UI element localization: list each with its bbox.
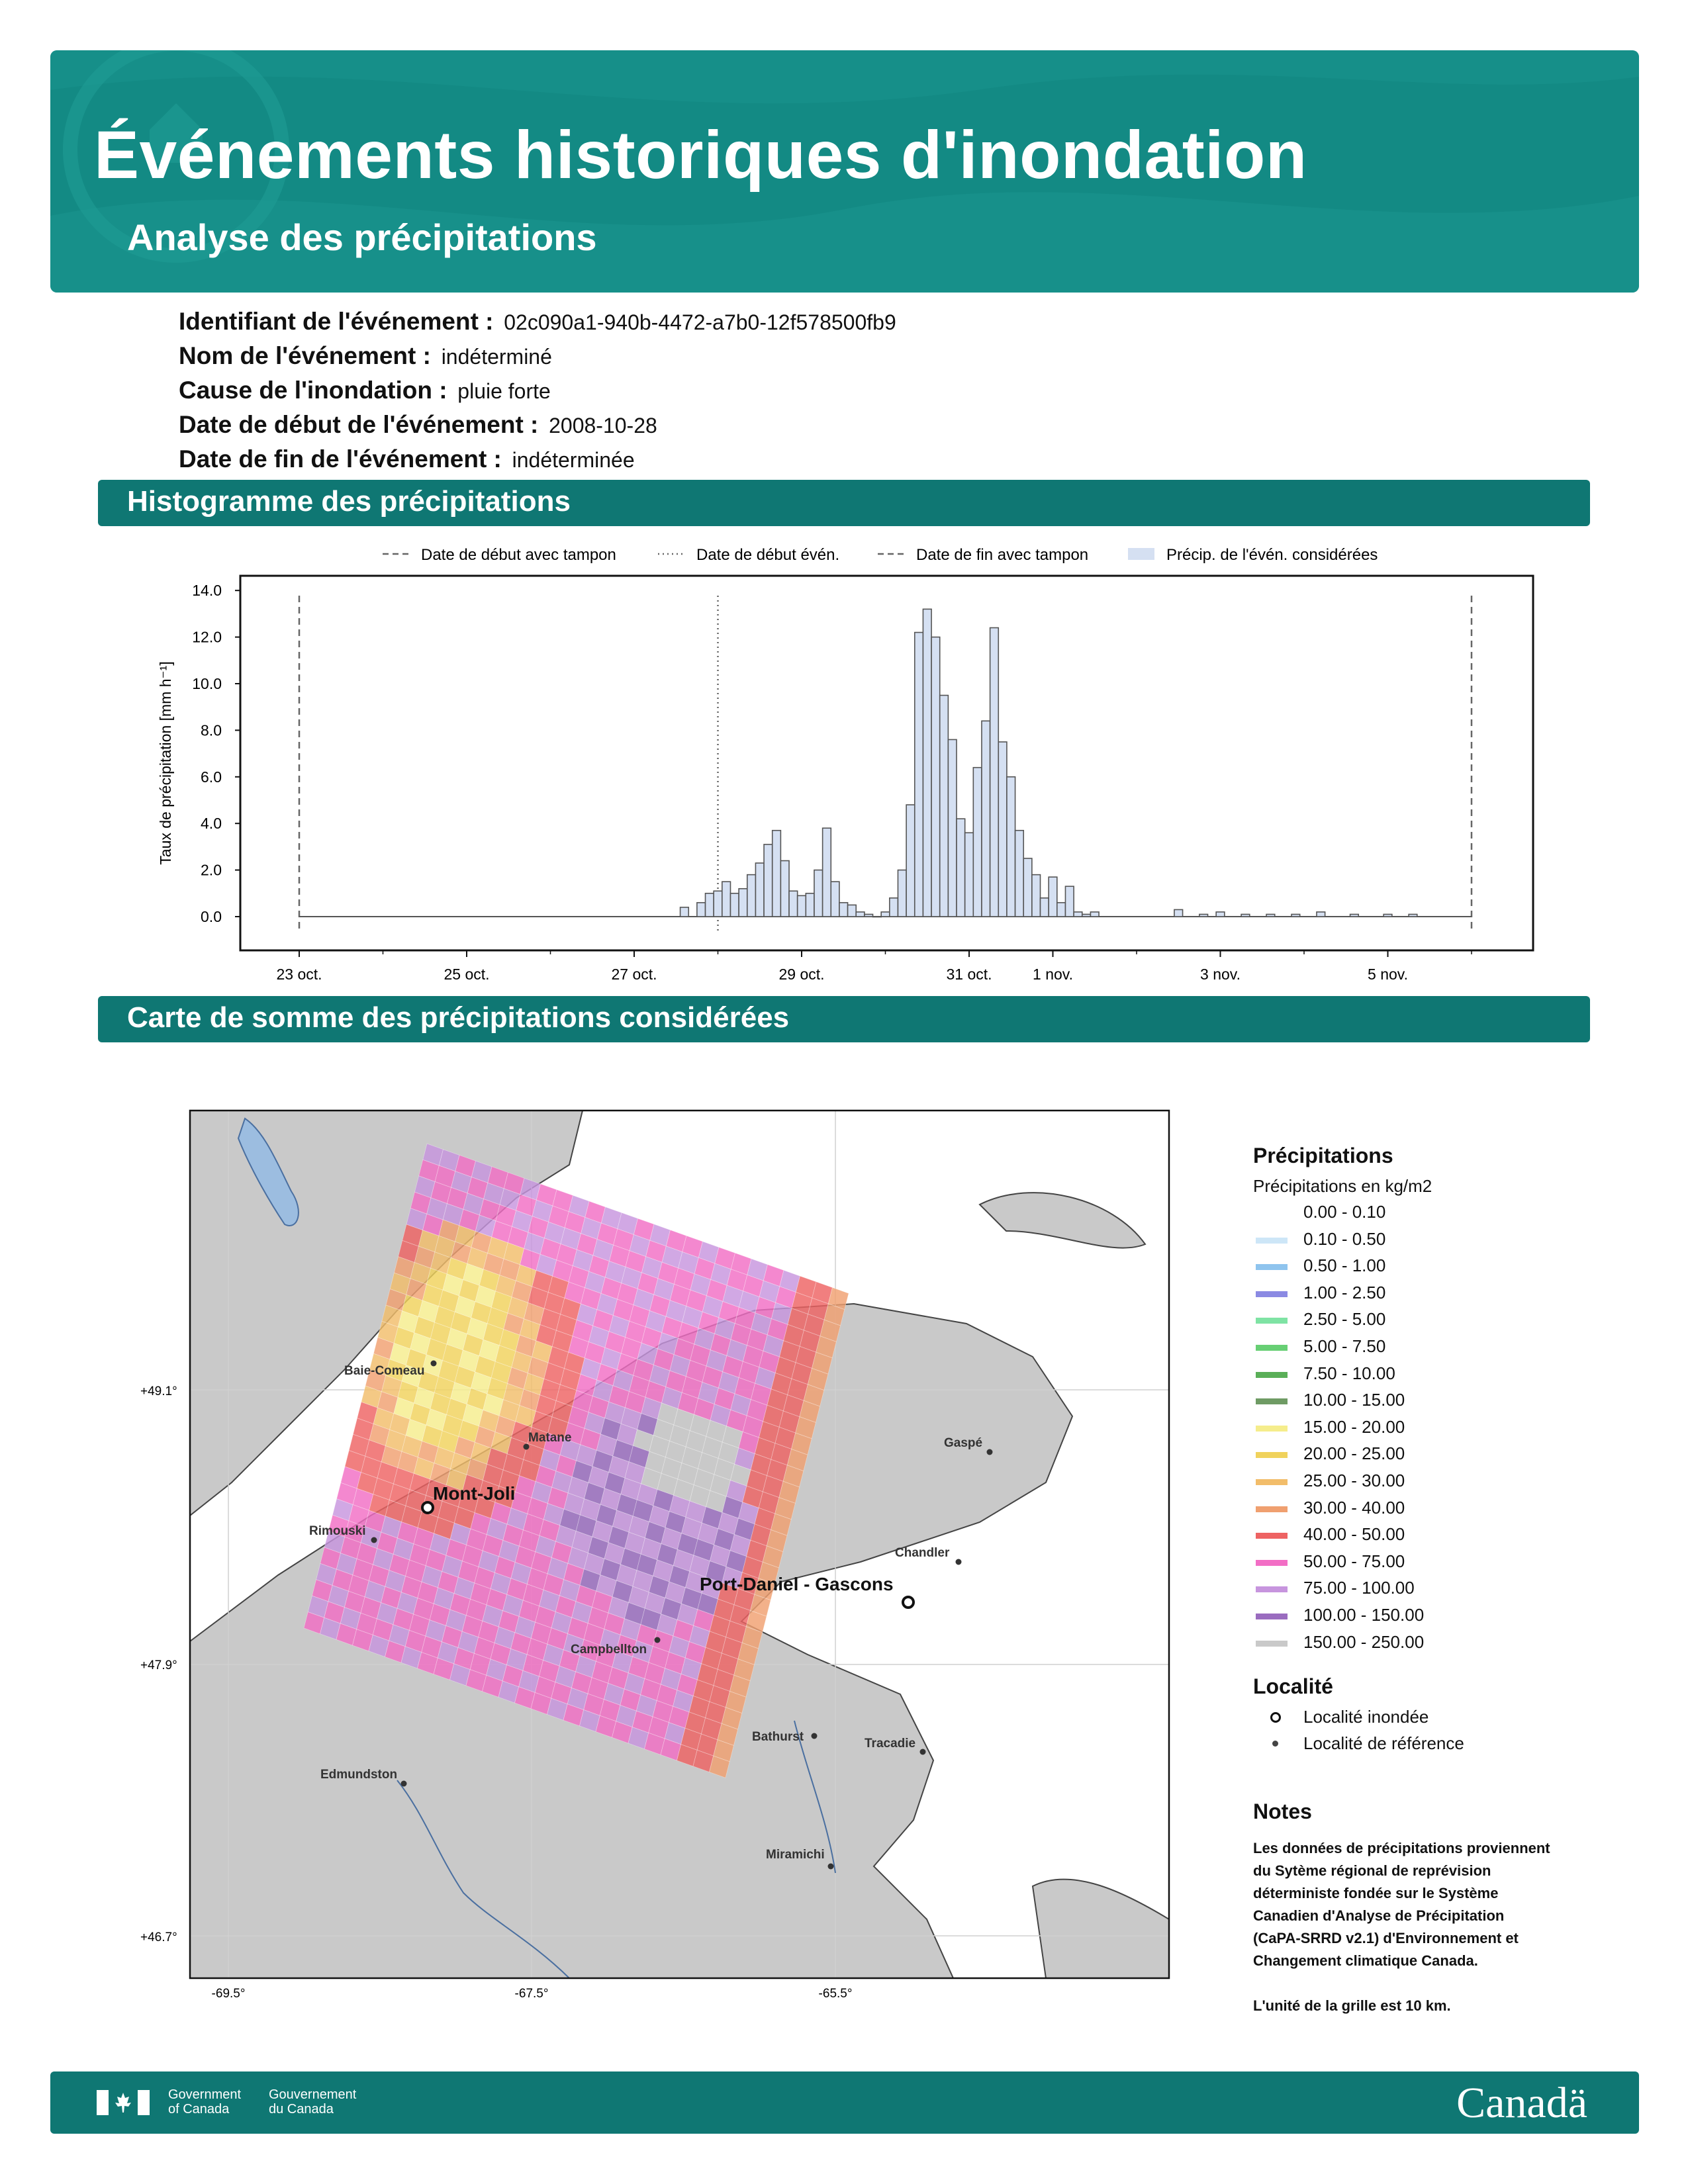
x-tick-label: 3 nov.	[1200, 966, 1241, 983]
precip-bar	[1007, 777, 1015, 917]
label-rimouski: Rimouski	[309, 1524, 366, 1538]
legend-bin-row	[1253, 1308, 1597, 1335]
y-tick-label: 0.0	[201, 908, 222, 925]
legend-bin-label: 30.00 - 40.00	[1303, 1497, 1405, 1518]
legend-bin-row	[1253, 1335, 1597, 1362]
legend-bin-swatch	[1256, 1479, 1288, 1485]
precip-bar	[915, 633, 923, 917]
map-legend	[1253, 1144, 1597, 2017]
precip-bar	[839, 903, 848, 917]
precip-bar	[973, 768, 982, 917]
precip-bar	[764, 844, 773, 917]
notes-line: Les données de précipitations proviennent	[1253, 1840, 1550, 1857]
event-cause-label: Cause de l'inondation :	[179, 377, 447, 404]
precip-bar	[1057, 903, 1066, 917]
lat-label-1: +49.1°	[140, 1385, 177, 1398]
label-miramichi: Miramichi	[766, 1848, 825, 1862]
precip-bar	[1291, 914, 1300, 917]
event-name-label: Nom de l'événement :	[179, 342, 431, 369]
precip-bar	[798, 895, 806, 917]
reference-marker-icon	[1272, 1741, 1278, 1747]
legend-bin-label: 75.00 - 100.00	[1303, 1578, 1415, 1598]
legend-bin-label: 5.00 - 7.50	[1303, 1336, 1386, 1356]
legend-bin-row	[1253, 1523, 1597, 1550]
legend-bin-swatch	[1256, 1614, 1288, 1619]
event-id-label: Identifiant de l'événement :	[179, 308, 494, 335]
precip-bar	[1241, 914, 1250, 917]
event-id-row	[179, 304, 896, 339]
legend-buffer-end-label: Date de fin avec tampon	[916, 546, 1089, 564]
precip-bar	[780, 861, 789, 917]
event-start-row	[179, 408, 896, 442]
legend-bin-label: 0.50 - 1.00	[1303, 1255, 1386, 1276]
gov-en-line: of Canada	[168, 2102, 230, 2116]
event-end-label: Date de fin de l'événement :	[179, 445, 502, 473]
legend-bin-swatch	[1256, 1291, 1288, 1297]
legend-bin-label: 0.00 - 0.10	[1303, 1202, 1386, 1222]
precip-bar	[906, 805, 915, 917]
y-axis-label: Taux de précipitation [mm h⁻¹]	[157, 661, 174, 865]
section-histogram-title: Histogramme des précipitations	[127, 485, 571, 518]
precip-bar	[1350, 914, 1359, 917]
event-name-value: indéterminé	[441, 345, 552, 369]
label-gaspe: Gaspé	[944, 1436, 983, 1450]
lon-label-3: -65.5°	[818, 1987, 853, 1999]
legend-bin-label: 100.00 - 150.00	[1303, 1604, 1425, 1625]
y-tick-label: 14.0	[192, 582, 222, 600]
precip-bar	[856, 912, 865, 917]
x-tick-label: 29 oct.	[778, 966, 825, 983]
precip-bar	[1266, 914, 1275, 917]
precip-bar	[1199, 914, 1208, 917]
precip-bar	[814, 870, 823, 917]
legend-bin-swatch	[1256, 1345, 1288, 1351]
event-cause-value: pluie forte	[457, 379, 551, 403]
precip-bar	[1032, 875, 1041, 917]
plot-frame	[240, 576, 1533, 950]
legend-bin-label: 15.00 - 20.00	[1303, 1416, 1405, 1437]
gov-fr-line: du Canada	[269, 2102, 334, 2116]
label-port-daniel: Port-Daniel - Gascons	[700, 1574, 894, 1594]
section-histogram-header	[98, 480, 1590, 526]
precip-bar	[1065, 886, 1074, 917]
marker-miramichi	[828, 1864, 834, 1870]
event-start-value: 2008-10-28	[549, 414, 657, 437]
legend-bin-row	[1253, 1388, 1597, 1416]
precip-bar	[722, 882, 731, 917]
y-tick-label: 4.0	[201, 815, 222, 833]
event-end-row	[179, 442, 896, 477]
canada-flag-icon	[97, 2090, 150, 2115]
event-start-label: Date de début de l'événement :	[179, 411, 539, 438]
precip-bar	[940, 696, 949, 917]
legend-bin-swatch	[1256, 1452, 1288, 1458]
precip-bar	[998, 742, 1007, 917]
legend-bin-swatch	[1256, 1506, 1288, 1512]
precip-bar	[923, 609, 931, 917]
lat-label-3: +46.7°	[140, 1931, 177, 1944]
legend-event-start-label: Date de début évén.	[696, 546, 840, 564]
precip-bar	[990, 628, 999, 917]
legend-bin-swatch	[1256, 1426, 1288, 1432]
precip-bar	[898, 870, 906, 917]
x-axis	[276, 950, 1472, 983]
label-mont-joli: Mont-Joli	[433, 1483, 516, 1504]
precip-bar	[755, 863, 764, 917]
y-tick-label: 2.0	[201, 861, 222, 879]
legend-flooded-row	[1253, 1706, 1597, 1732]
precip-bar	[747, 875, 756, 917]
event-id-value: 02c090a1-940b-4472-a7b0-12f578500fb9	[504, 310, 896, 334]
legend-bin-row	[1253, 1550, 1597, 1577]
legend-bin-label: 20.00 - 25.00	[1303, 1443, 1405, 1464]
x-tick-label: 1 nov.	[1033, 966, 1073, 983]
legend-bin-row	[1253, 1469, 1597, 1496]
section-map-header	[98, 996, 1590, 1042]
legend-bin-row	[1253, 1576, 1597, 1604]
legend-bin-row	[1253, 1228, 1597, 1255]
precip-bar	[773, 831, 781, 917]
legend-flooded-label: Localité inondée	[1303, 1707, 1429, 1727]
y-tick-label: 12.0	[192, 628, 222, 646]
legend-bin-label: 25.00 - 30.00	[1303, 1470, 1405, 1490]
precip-bar	[931, 637, 940, 917]
lon-label-1: -69.5°	[211, 1987, 246, 1999]
marker-baie-comeau	[431, 1361, 437, 1367]
precip-bar	[1015, 831, 1024, 917]
precip-bar	[982, 721, 990, 917]
precip-bar	[948, 739, 957, 917]
precip-bar	[1409, 914, 1417, 917]
lat-label-2: +47.9°	[140, 1659, 177, 1672]
legend-precip-subtitle: Précipitations en kg/m2	[1253, 1176, 1432, 1196]
legend-bin-swatch	[1256, 1318, 1288, 1324]
legend-locality-title: Localité	[1253, 1674, 1333, 1699]
label-matane: Matane	[528, 1431, 572, 1445]
event-cause-row	[179, 373, 896, 408]
legend-notes-title: Notes	[1253, 1799, 1312, 1824]
label-baie-comeau: Baie-Comeau	[344, 1364, 425, 1378]
precip-bar	[1216, 912, 1225, 917]
page-footer	[50, 2071, 1639, 2134]
precipitation-histogram	[0, 529, 1688, 993]
legend-bin-label: 150.00 - 250.00	[1303, 1631, 1425, 1652]
flooded-marker-icon	[1270, 1712, 1281, 1723]
grid-unit-note: L'unité de la grille est 10 km.	[1253, 1997, 1451, 2015]
notes-line: Canadien d'Analyse de Précipitation	[1253, 1907, 1505, 1925]
section-map-title: Carte de somme des précipitations considérées	[127, 1001, 790, 1034]
gov-en-line: Government	[168, 2087, 242, 2102]
notes-text	[1253, 1837, 1597, 2017]
marker-port-daniel	[903, 1597, 914, 1608]
label-edmundston: Edmundston	[320, 1768, 398, 1782]
legend-bin-row	[1253, 1281, 1597, 1308]
legend-bin-row	[1253, 1442, 1597, 1469]
legend-bin-row	[1253, 1631, 1597, 1658]
legend-bin-swatch	[1256, 1533, 1288, 1539]
legend-bin-label: 50.00 - 75.00	[1303, 1551, 1405, 1571]
canada-wordmark: Canadä	[1456, 2079, 1587, 2127]
label-tracadie: Tracadie	[865, 1737, 916, 1751]
gov-fr-wordmark	[269, 2087, 356, 2116]
marker-bathurst	[812, 1733, 818, 1739]
gov-en-wordmark	[168, 2087, 241, 2116]
precip-bar	[706, 893, 714, 917]
gov-fr-line: Gouvernement	[269, 2087, 357, 2102]
lon-label-2: -67.5°	[514, 1987, 549, 1999]
legend-bin-label: 7.50 - 10.00	[1303, 1363, 1395, 1383]
legend-reference-row	[1253, 1732, 1597, 1758]
y-tick-label: 10.0	[192, 675, 222, 692]
legend-precip-title: Précipitations	[1253, 1144, 1393, 1167]
marker-chandler	[956, 1559, 962, 1565]
precip-bar	[1090, 912, 1099, 917]
marker-tracadie	[920, 1749, 926, 1755]
legend-buffer-start-label: Date de début avec tampon	[421, 546, 616, 564]
y-tick-label: 6.0	[201, 768, 222, 786]
precip-bar	[1383, 914, 1392, 917]
legend-bin-label: 10.00 - 15.00	[1303, 1390, 1405, 1410]
x-tick-label: 31 oct.	[946, 966, 992, 983]
precip-bar	[730, 893, 739, 917]
legend-bin-row	[1253, 1604, 1597, 1631]
marker-edmundston	[401, 1781, 407, 1787]
precip-bar	[1049, 877, 1057, 917]
precip-bar	[1174, 909, 1183, 917]
legend-bin-swatch	[1256, 1586, 1288, 1592]
x-tick-label: 27 oct.	[611, 966, 657, 983]
precip-bar	[1074, 912, 1082, 917]
marker-rimouski	[371, 1537, 377, 1543]
precip-bar	[823, 828, 831, 917]
legend-bin-row	[1253, 1416, 1597, 1443]
x-tick-label: 5 nov.	[1368, 966, 1408, 983]
legend-bin-swatch	[1256, 1372, 1288, 1378]
precip-bar	[831, 882, 839, 917]
precip-bar	[714, 891, 722, 917]
legend-bin-label: 2.50 - 5.00	[1303, 1309, 1386, 1330]
x-tick-label: 23 oct.	[276, 966, 322, 983]
event-details	[179, 304, 896, 477]
precip-bar	[957, 819, 965, 917]
legend-bin-swatch	[1256, 1398, 1288, 1404]
y-tick-label: 8.0	[201, 721, 222, 739]
chart-legend	[383, 546, 1378, 564]
marker-mont-joli	[422, 1502, 433, 1513]
precip-bar	[806, 893, 814, 917]
event-end-value: indéterminée	[512, 448, 635, 472]
legend-considered-label: Précip. de l'évén. considérées	[1166, 546, 1378, 564]
precip-bar	[1082, 914, 1091, 917]
notes-line: Changement climatique Canada.	[1253, 1952, 1478, 1970]
precip-bar	[739, 889, 747, 917]
precip-bar	[1041, 898, 1049, 917]
precip-bar	[881, 912, 890, 917]
legend-bin-row	[1253, 1362, 1597, 1389]
page-subtitle: Analyse des précipitations	[127, 216, 597, 258]
precip-bar	[789, 891, 798, 917]
precip-bar	[680, 907, 689, 917]
precip-bar	[865, 914, 873, 917]
y-axis	[192, 582, 240, 925]
label-campbellton: Campbellton	[571, 1643, 647, 1657]
precip-bar	[1023, 858, 1032, 917]
marker-gaspe	[987, 1449, 993, 1455]
legend-bin-row	[1253, 1201, 1597, 1228]
legend-bin-label: 40.00 - 50.00	[1303, 1524, 1405, 1545]
event-name-row	[179, 339, 896, 373]
legend-bin-swatch	[1256, 1641, 1288, 1647]
precip-bar	[697, 903, 706, 917]
legend-considered-swatch	[1128, 548, 1154, 560]
notes-line: déterministe fondée sur le Système	[1253, 1885, 1499, 1902]
legend-bins	[1253, 1201, 1597, 1657]
legend-bin-row	[1253, 1254, 1597, 1281]
legend-bin-label: 0.10 - 0.50	[1303, 1228, 1386, 1249]
legend-bin-row	[1253, 1496, 1597, 1524]
legend-bin-swatch	[1256, 1264, 1288, 1270]
page-title: Événements historiques d'inondation	[94, 117, 1307, 193]
legend-reference-label: Localité de référence	[1303, 1733, 1464, 1754]
label-bathurst: Bathurst	[752, 1730, 804, 1744]
legend-bin-swatch	[1256, 1238, 1288, 1244]
page-header	[50, 50, 1639, 293]
legend-bin-label: 1.00 - 2.50	[1303, 1282, 1386, 1302]
label-chandler: Chandler	[895, 1546, 950, 1560]
precip-bar	[890, 898, 898, 917]
precip-bar	[848, 905, 857, 917]
legend-bin-swatch	[1256, 1210, 1288, 1216]
marker-campbellton	[655, 1637, 661, 1643]
precip-bar	[1317, 912, 1325, 917]
notes-line: du Sytème régional de reprévision	[1253, 1862, 1491, 1880]
notes-line: (CaPA-SRRD v2.1) d'Environnement et	[1253, 1930, 1519, 1947]
x-tick-label: 25 oct.	[444, 966, 490, 983]
precip-bar	[965, 833, 974, 917]
legend-bin-swatch	[1256, 1560, 1288, 1566]
precipitation-map	[0, 1059, 1231, 1999]
